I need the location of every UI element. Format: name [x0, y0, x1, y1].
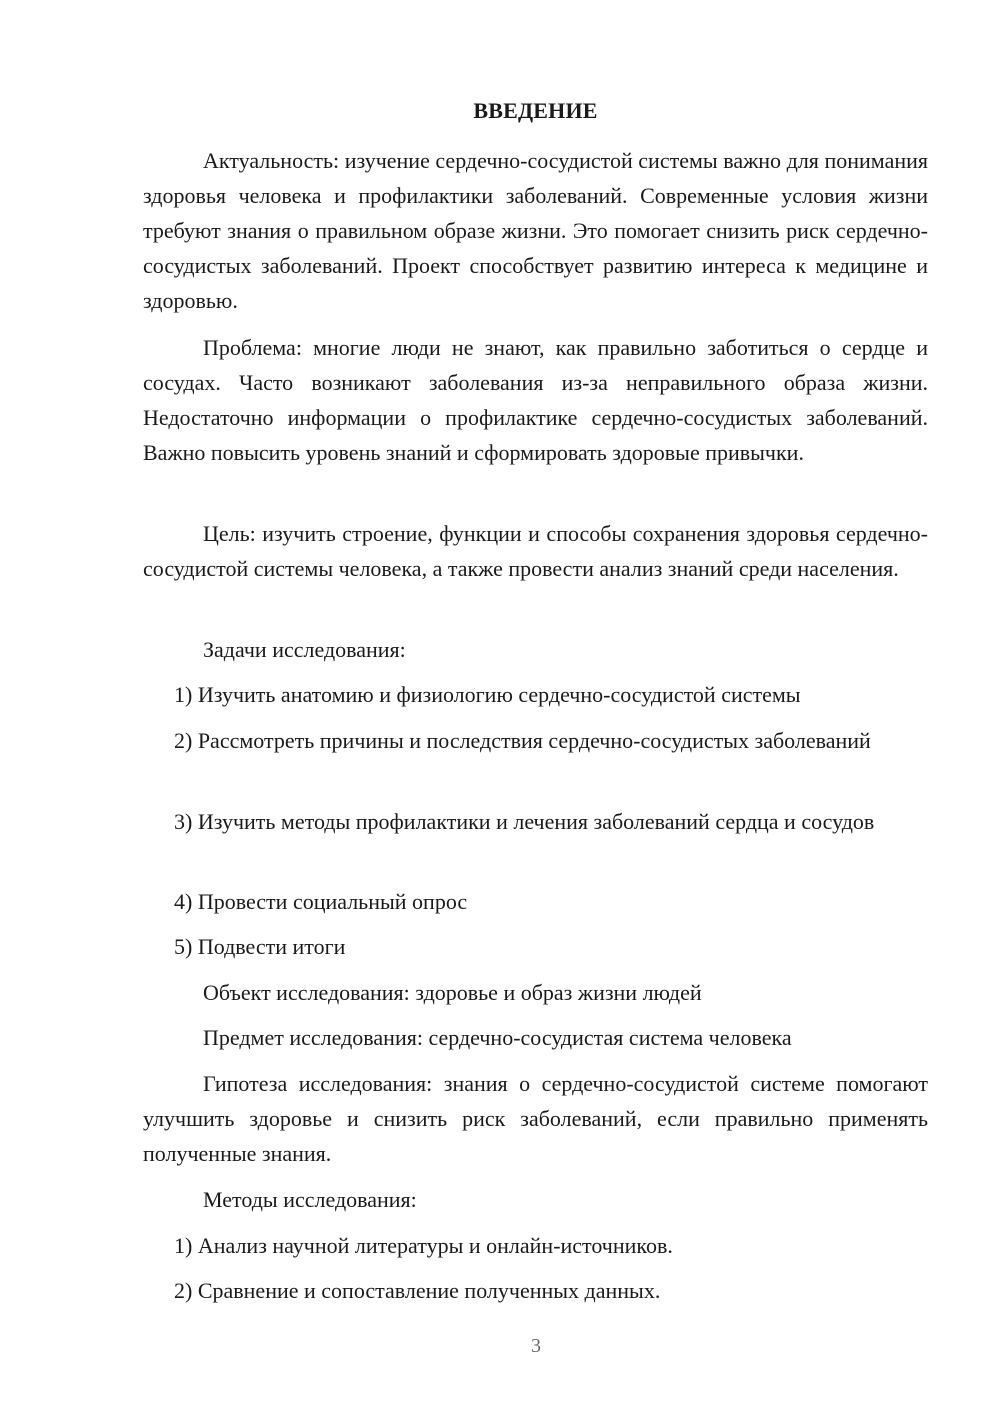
tasks-heading: Задачи исследования:	[203, 637, 406, 662]
paragraph-relevance: Актуальность: изучение сердечно-сосудистой системы важно для понимания здоровья человека и профилактики заболеваний. Современные условия жизни требуют знания о правильном образе жизни. Это помогает снизить риск сердечно-сосудистых заболеваний. Проект способствует развитию интереса к медицине и здоровью.	[143, 148, 928, 313]
method-item-1: 1) Анализ научной литературы и онлайн-источников.	[174, 1233, 673, 1258]
task-item-3: 3) Изучить методы профилактики и лечения заболеваний сердца и сосудов	[174, 809, 875, 834]
task-item-5: 5) Подвести итоги	[174, 934, 346, 959]
paragraph-subject: Предмет исследования: сердечно-сосудистая система человека	[203, 1025, 792, 1050]
page-number: 3	[531, 1335, 541, 1357]
task-item-1: 1) Изучить анатомию и физиологию сердечно-сосудистой системы	[174, 682, 801, 707]
methods-heading: Методы исследования:	[203, 1187, 417, 1212]
task-item-4: 4) Провести социальный опрос	[174, 889, 468, 914]
paragraph-problem: Проблема: многие люди не знают, как правильно заботиться о сердце и сосудах. Часто возникают заболевания из-за неправильного образа жизни. Недостаточно информации о профилактике сердечно-сосудистых заболеваний. Важно повысить уровень знаний и сформировать здоровые привычки.	[143, 335, 928, 465]
paragraph-hypothesis: Гипотеза исследования: знания о сердечно-сосудистой системе помогают улучшить здоровье и снизить риск заболеваний, если правильно применять полученные знания.	[143, 1071, 928, 1166]
method-item-2: 2) Сравнение и сопоставление полученных данных.	[174, 1278, 661, 1303]
page-title: ВВЕДЕНИЕ	[473, 98, 598, 123]
task-item-2: 2) Рассмотреть причины и последствия сердечно-сосудистых заболеваний	[174, 728, 871, 753]
paragraph-goal: Цель: изучить строение, функции и способы сохранения здоровья сердечно-сосудистой системы человека, а также провести анализ знаний среди населения.	[143, 521, 928, 581]
paragraph-object: Объект исследования: здоровье и образ жизни людей	[203, 980, 702, 1005]
